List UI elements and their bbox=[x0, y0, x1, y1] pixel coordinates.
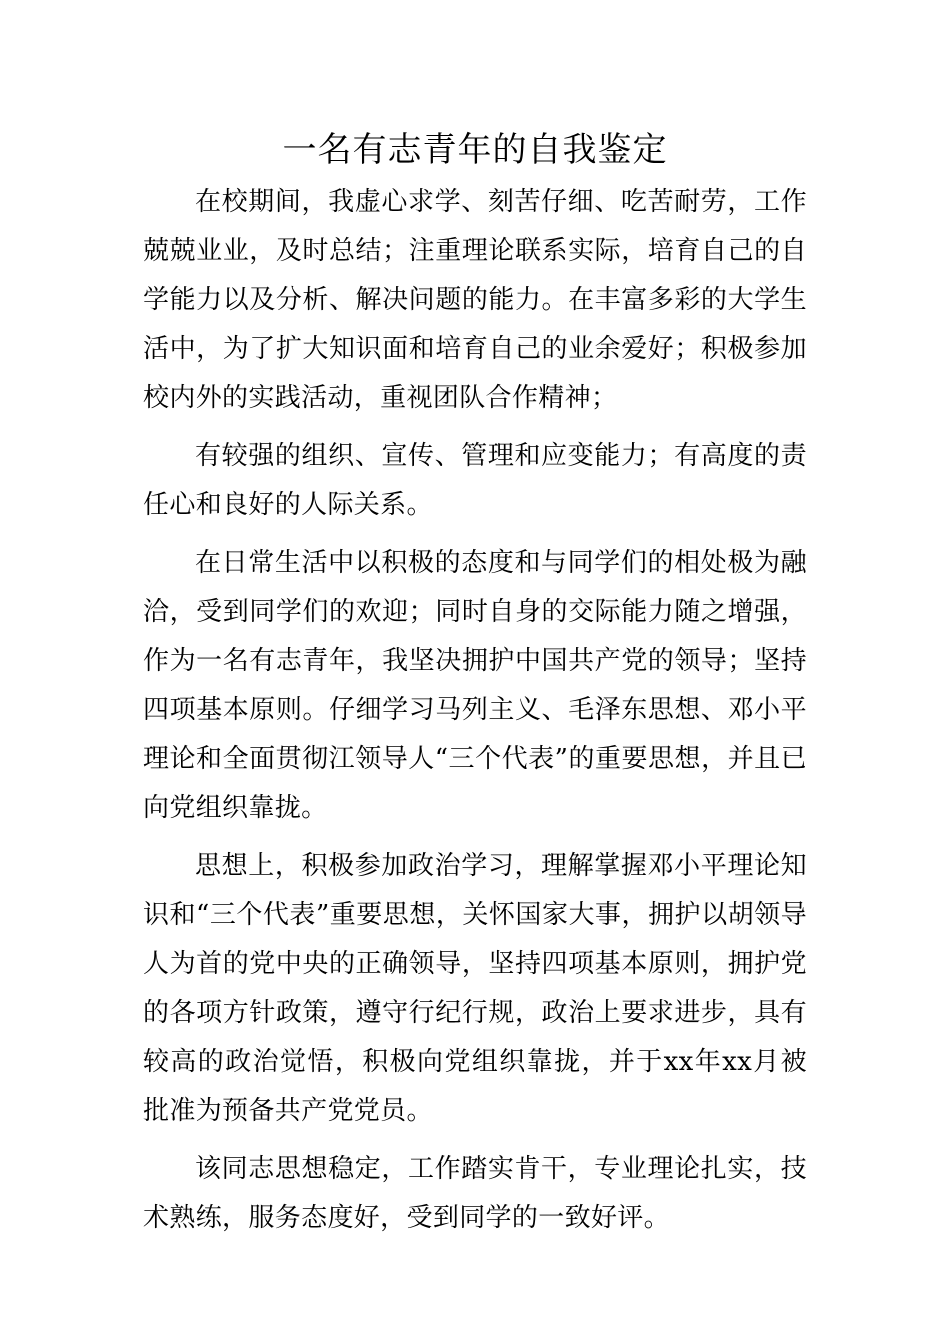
paragraph-3: 在日常生活中以积极的态度和与同学们的相处极为融洽，受到同学们的欢迎；同时自身的交际能力随之增强，作为一名有志青年，我坚决拥护中国共产党的领导；坚持四项基本原则。仔细学习马列主义、毛泽东思想、邓小平理论和全面贯彻江领导人“三个代表”的重要思想，并且已向党组织靠拢。 bbox=[143, 548, 807, 823]
paragraph-4: 思想上，积极参加政治学习，理解掌握邓小平理论知识和“三个代表”重要思想，关怀国家大事，拥护以胡领导人为首的党中央的正确领导，坚持四项基本原则，拥护党的各项方针政策，遵守行纪行规，政治上要求进步，具有较高的政治觉悟，积极向党组织靠拢，并于xx年xx月被批准为预备共产党党员。 bbox=[143, 851, 807, 1126]
paragraph-1: 在校期间，我虚心求学、刻苦仔细、吃苦耐劳，工作兢兢业业，及时总结；注重理论联系实际，培育自己的自学能力以及分析、解决问题的能力。在丰富多彩的大学生活中，为了扩大知识面和培育自己的业余爱好；积极参加校内外的实践活动，重视团队合作精神； bbox=[143, 187, 807, 413]
document-body bbox=[143, 178, 807, 1243]
paragraph-2: 有较强的组织、宣传、管理和应变能力；有高度的责任心和良好的人际关系。 bbox=[143, 441, 807, 520]
paragraph-5: 该同志思想稳定，工作踏实肯干，专业理论扎实，技术熟练，服务态度好，受到同学的一致好评。 bbox=[143, 1154, 807, 1233]
document-title: 一名有志青年的自我鉴定 bbox=[282, 130, 668, 170]
